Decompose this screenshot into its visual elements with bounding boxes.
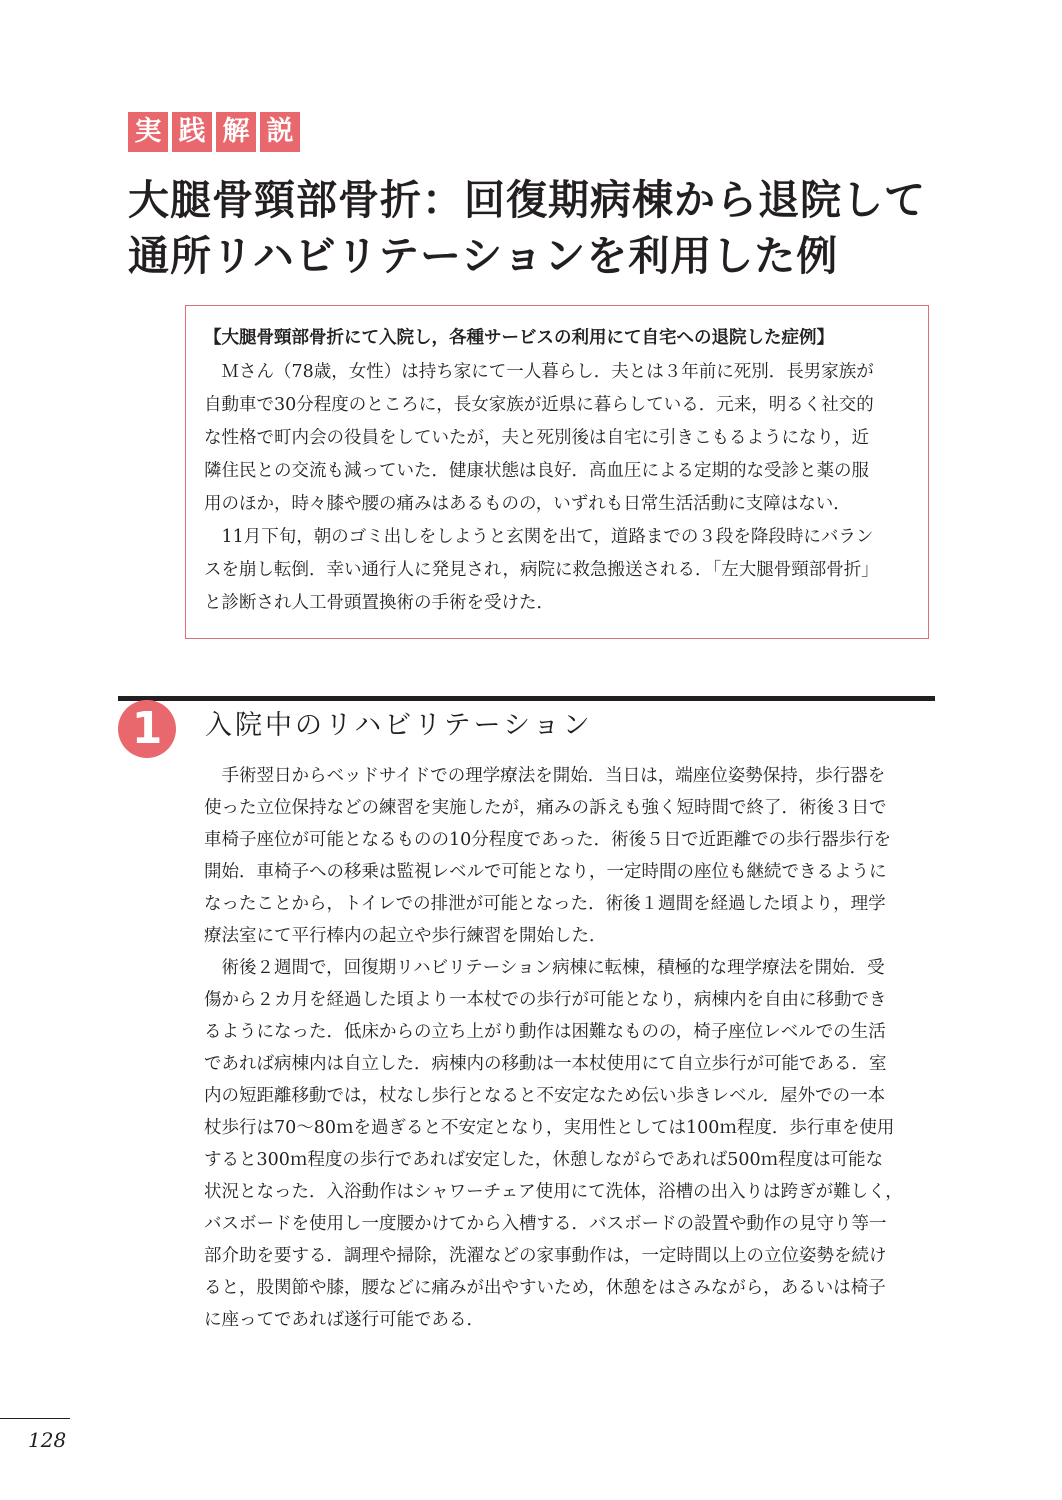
case-text-line: な性格で町内会の役員をしていたが，夫と死別後は自宅に引きこもるようになり，近 [204,428,869,448]
body-text-line: 杖歩行は70～80ｍを過ぎると不安定となり，実用性としては100ｍ程度．歩行車を使用 [204,1118,895,1138]
case-text-line: スを崩し転倒．幸い通行人に発見され，病院に救急搬送される．「左大腿骨頸部骨折」 [204,560,879,580]
body-text-line: 手術翌日からベッドサイドでの理学療法を開始．当日は，端座位姿勢保持，歩行器を [204,766,886,786]
footer-rule [0,1418,70,1419]
body-text-line: に座ってであれば遂行可能である． [204,1310,484,1330]
article-type-label [128,112,300,152]
label-char: 説 [260,112,300,152]
label-char: 実 [128,112,168,152]
case-text-line: 11月下旬，朝のゴミ出しをしようと玄関を出て，道路までの３段を降段時にバラン [204,527,874,547]
article-title-line: 大腿骨頸部骨折：回復期病棟から退院して [128,176,926,224]
body-text-line: バスボードを使用し一度腰かけてから入槽する．バスボードの設置や動作の見守り等一 [204,1214,887,1234]
body-text-line: 開始．車椅子への移乗は監視レベルで可能となり，一定時間の座位も継続できるように [204,862,887,882]
article-title [128,172,926,284]
body-text-line: 術後２週間で，回復期リハビリテーション病棟に転棟，積極的な理学療法を開始．受 [204,958,885,978]
body-text-line: ると，股関節や膝，腰などに痛みが出やすいため，休憩をはさみながら，あるいは椅子 [204,1278,886,1298]
body-text-line: 車椅子座位が可能となるものの10分程度であった．術後５日で近距離での歩行器歩行を [204,830,892,850]
body-text-line: であれば病棟内は自立した．病棟内の移動は一本杖使用にて自立歩行が可能である．室 [204,1054,887,1074]
body-text-line: なったことから，トイレでの排泄が可能となった．術後１週間を経過した頃より，理学 [204,894,886,914]
label-char: 解 [216,112,256,152]
body-text-line: すると300ｍ程度の歩行であれば安定した，休憩しながらであれば500ｍ程度は可能な [204,1150,884,1170]
page-number: 128 [28,1428,67,1452]
label-char: 践 [172,112,212,152]
case-text-line: 隣住民との交流も減っていた．健康状態は良好．高血圧による定期的な受診と薬の服 [204,461,869,481]
section-title: 入院中のリハビリテーション [205,710,593,741]
body-text-line: 傷から２カ月を経過した頃より一本杖での歩行が可能となり，病棟内を自由に移動でき [204,990,887,1010]
case-text-line: Ｍさん（78歳，女性）は持ち家にて一人暮らし．夫とは３年前に死別．長男家族が [204,362,874,382]
section-body [204,760,939,1336]
body-text-line: 療法室にて平行棒内の起立や歩行練習を開始した． [204,926,607,946]
case-text-line: 自動車で30分程度のところに，長女家族が近県に暮らしている．元来，明るく社交的 [204,395,874,415]
article-title-line: 通所リハビリテーションを利用した例 [128,232,839,280]
body-text-line: るようになった．低床からの立ち上がり動作は困難なものの，椅子座位レベルでの生活 [204,1022,886,1042]
case-heading: 【大腿骨頸部骨折にて入院し，各種サービスの利用にて自宅への退院した症例】 [204,328,834,348]
section-divider [118,696,935,701]
case-text-line: 用のほか，時々膝や腰の痛みはあるものの，いずれも日常生活活動に支障はない． [204,494,851,514]
body-text-line: 状況となった．入浴動作はシャワーチェア使用にて洗体，浴槽の出入りは跨ぎが難しく， [204,1182,903,1202]
case-text-line: と診断され人工骨頭置換術の手術を受けた． [204,593,554,613]
body-text-line: 使った立位保持などの練習を実施したが，痛みの訴えも強く短時間で終了．術後３日で [204,798,887,818]
body-text-line: 内の短距離移動では，杖なし歩行となると不安定なため伝い歩きレベル．屋外での一本 [204,1086,886,1106]
body-text-line: 部介助を要する．調理や掃除，洗濯などの家事動作は，一定時間以上の立位姿勢を続け [204,1246,887,1266]
section-number-badge: 1 [118,700,176,758]
case-summary-box [185,305,929,639]
